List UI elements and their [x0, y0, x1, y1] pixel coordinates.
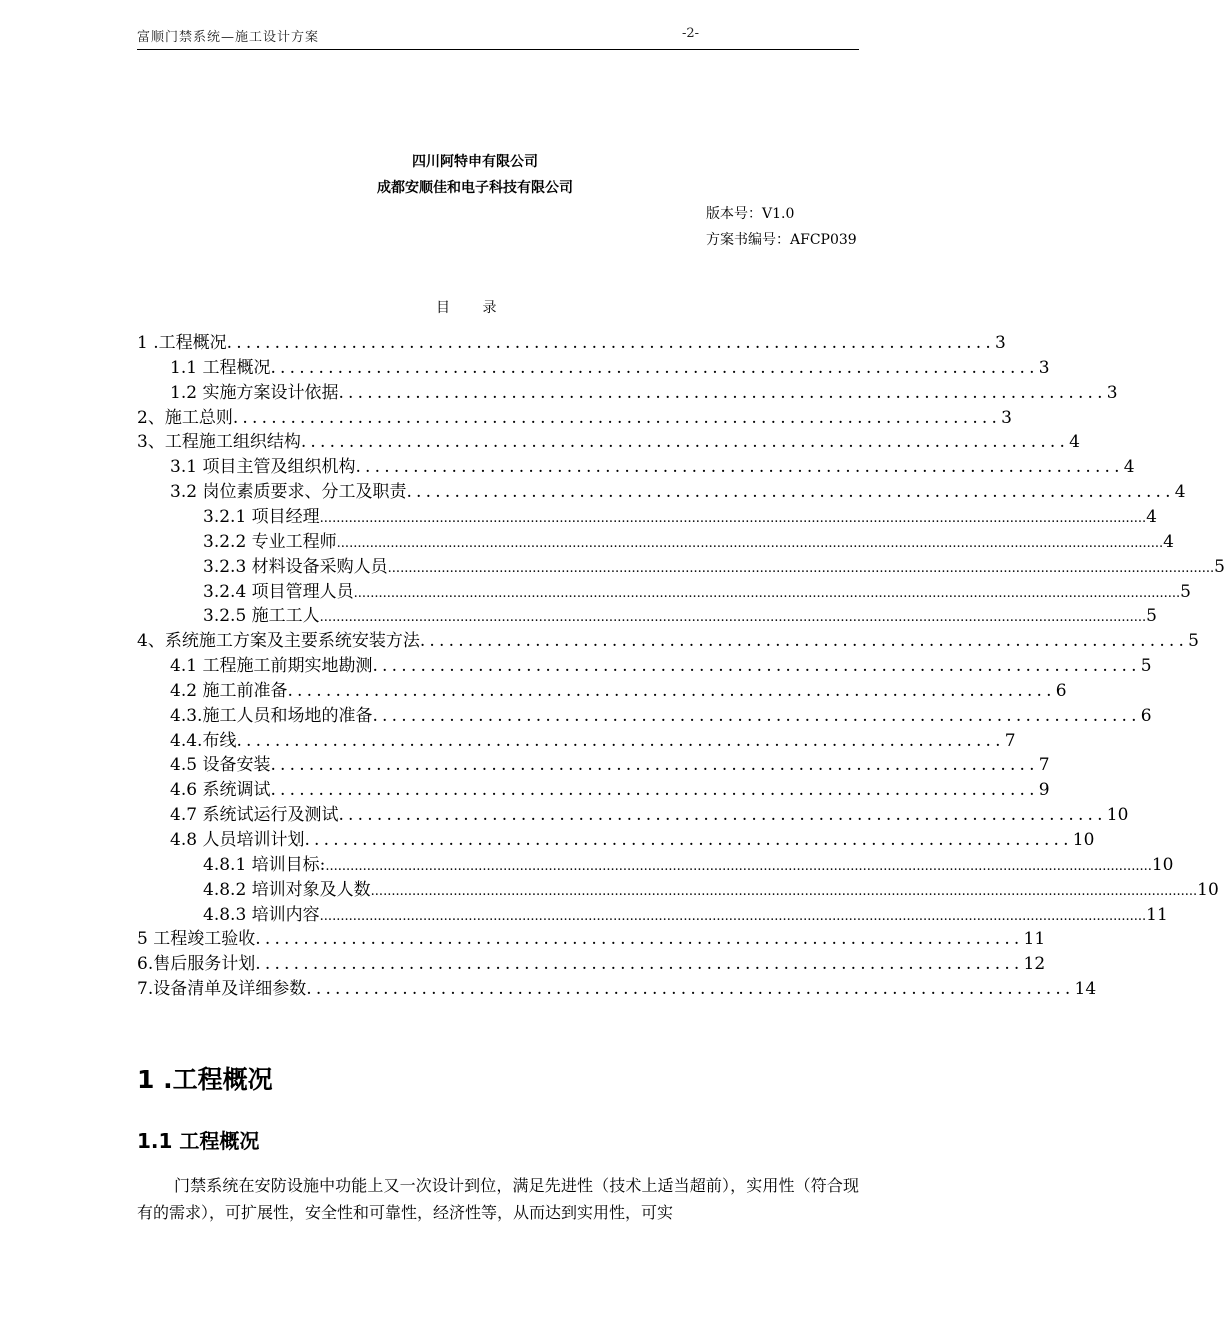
- toc-leader-dots: ........................................................................................................................................................................................................: [319, 908, 1147, 924]
- toc-entry-label: 4.8.2 培训对象及人数: [203, 879, 371, 900]
- toc-entry-label: 3.2.5 施工工人: [203, 606, 320, 627]
- toc-entry[interactable]: [137, 626, 1199, 652]
- toc-entry-page: 3: [1038, 357, 1050, 378]
- toc-entry-page: 4: [1146, 506, 1157, 527]
- toc-entry[interactable]: [137, 974, 1097, 1000]
- toc-entry-label: 1 .工程概况: [137, 333, 227, 353]
- toc-entry[interactable]: [137, 328, 1006, 353]
- toc-entry-label: 1.1 工程概况: [170, 357, 271, 378]
- toc-entry-label: 4.2 施工前准备: [170, 680, 288, 701]
- toc-entry-page: 10: [1151, 854, 1174, 875]
- toc-leader-dots: ........................................................................................................................................................................................................: [319, 610, 1147, 626]
- header-title: 富顺门禁系统—施工设计方案: [137, 30, 320, 45]
- toc-entry[interactable]: [170, 378, 1118, 403]
- toc-leader-dots: ................................................................................: [270, 780, 1039, 801]
- toc-entry-page: 3: [1001, 407, 1012, 428]
- toc-entry-page: 10: [1106, 805, 1129, 826]
- toc-entry-page: 4: [1123, 457, 1135, 478]
- toc-entry[interactable]: [170, 750, 1050, 776]
- toc-leader-dots: ................................................................................: [306, 979, 1075, 1000]
- toc-entry-page: 5: [1214, 556, 1225, 577]
- toc-entry-page: 5: [1146, 606, 1157, 627]
- toc-title: 目 录: [436, 300, 511, 316]
- toc-entry-label: 7.设备清单及详细参数: [137, 979, 307, 1000]
- toc-entry-page: 9: [1038, 780, 1050, 801]
- toc-entry[interactable]: [137, 924, 1046, 950]
- toc-entry-label: 3.2 岗位素质要求、分工及职责: [170, 482, 407, 503]
- toc-entry-page: 5: [1140, 656, 1152, 677]
- toc-entry-page: 10: [1197, 879, 1219, 900]
- toc-entry[interactable]: [203, 875, 1219, 900]
- toc-entry[interactable]: [170, 726, 1016, 751]
- version-number: 版本号：V1.0: [706, 206, 795, 222]
- toc-entry-page: 11: [1146, 904, 1168, 925]
- company-name-1: 四川阿特申有限公司: [412, 154, 538, 170]
- toc-leader-dots: ................................................................................: [419, 631, 1189, 652]
- toc-entry[interactable]: [170, 825, 1095, 850]
- toc-leader-dots: ................................................................................: [372, 705, 1141, 726]
- toc-leader-dots: ................................................................................: [255, 929, 1024, 950]
- toc-entry[interactable]: [170, 651, 1152, 677]
- toc-entry-page: 6: [1055, 680, 1067, 701]
- toc-entry-page: 11: [1023, 929, 1046, 950]
- toc-entry[interactable]: [170, 452, 1135, 478]
- toc-entry[interactable]: [170, 477, 1186, 503]
- toc-leader-dots: ................................................................................: [270, 755, 1039, 776]
- toc-entry-label: 4、系统施工方案及主要系统安装方法: [137, 631, 420, 652]
- section-heading: 1 .工程概况: [137, 1065, 273, 1094]
- toc-leader-dots: ................................................................................: [338, 805, 1107, 826]
- toc-entry-page: 3: [994, 333, 1006, 353]
- toc-entry-label: 3.2.1 项目经理: [203, 506, 320, 527]
- toc-leader-dots: ........................................................................................................................................................................................................: [370, 883, 1198, 899]
- toc-entry[interactable]: [170, 701, 1152, 726]
- toc-entry-label: 6.售后服务计划: [137, 954, 256, 975]
- toc-entry[interactable]: [203, 527, 1174, 552]
- toc-leader-dots: ................................................................................: [236, 730, 1005, 751]
- toc-leader-dots: ........................................................................................................................................................................................................: [353, 585, 1181, 601]
- toc-entry-page: 10: [1072, 830, 1095, 850]
- toc-entry-page: 12: [1023, 954, 1046, 975]
- toc-entry-label: 3.1 项目主管及组织机构: [170, 457, 356, 478]
- toc-entry-label: 3.2.4 项目管理人员: [203, 581, 354, 602]
- toc-entry[interactable]: [137, 403, 1012, 428]
- toc-entry[interactable]: [203, 900, 1168, 925]
- toc-entry[interactable]: [203, 577, 1191, 602]
- toc-leader-dots: ................................................................................: [255, 954, 1024, 975]
- toc-entry-page: 4: [1069, 432, 1080, 453]
- header-divider: [137, 49, 859, 50]
- toc-leader-dots: ................................................................................: [338, 382, 1107, 403]
- toc-leader-dots: ................................................................................: [355, 457, 1124, 478]
- toc-entry-label: 4.6 系统调试: [170, 780, 271, 801]
- page-header: [137, 26, 859, 48]
- toc-entry[interactable]: [170, 800, 1129, 826]
- toc-leader-dots: ................................................................................: [232, 407, 1002, 428]
- toc-leader-dots: ........................................................................................................................................................................................................: [325, 858, 1152, 874]
- company-name-2: 成都安顺佳和电子科技有限公司: [377, 180, 573, 196]
- toc-entry-label: 4.1 工程施工前期实地勘测: [170, 656, 373, 677]
- toc-leader-dots: ........................................................................................................................................................................................................: [319, 510, 1147, 526]
- subsection-heading-text: 1.1 工程概况: [137, 1129, 260, 1153]
- toc-entry[interactable]: [170, 676, 1067, 701]
- toc-entry-label: 3、工程施工组织结构: [137, 432, 301, 453]
- toc-entry[interactable]: [137, 427, 1080, 453]
- toc-entry-label: 4.3.施工人员和场地的准备: [170, 705, 373, 726]
- toc-leader-dots: ................................................................................: [287, 680, 1056, 701]
- toc-leader-dots: ................................................................................: [300, 432, 1070, 453]
- toc-entry[interactable]: [203, 850, 1174, 875]
- toc-entry-label: 5 工程竣工验收: [137, 929, 256, 950]
- toc-entry-page: 5: [1188, 631, 1199, 652]
- toc-entry-page: 7: [1038, 755, 1050, 776]
- document-number: 方案书编号：AFCP039: [706, 232, 857, 248]
- toc-entry-label: 4.8 人员培训计划: [170, 830, 305, 850]
- toc-entry[interactable]: [170, 353, 1050, 378]
- toc-entry[interactable]: [170, 775, 1050, 801]
- header-page-number: -2-: [682, 26, 700, 41]
- toc-leader-dots: ........................................................................................................................................................................................................: [336, 535, 1164, 551]
- toc-leader-dots: ................................................................................: [304, 830, 1073, 850]
- toc-leader-dots: ................................................................................: [406, 482, 1175, 503]
- toc-entry-page: 7: [1004, 730, 1016, 751]
- toc-entry-page: 4: [1174, 482, 1186, 503]
- toc-entry-label: 3.2.2 专业工程师: [203, 531, 337, 552]
- toc-entry-page: 5: [1180, 581, 1191, 602]
- toc-entry[interactable]: [203, 502, 1157, 527]
- toc-entry-label: 4.8.1 培训目标:: [203, 854, 326, 875]
- toc-leader-dots: ................................................................................: [226, 333, 995, 353]
- toc-leader-dots: ........................................................................................................................................................................................................: [387, 560, 1215, 576]
- toc-entry[interactable]: [137, 949, 1046, 975]
- toc-entry-page: 3: [1106, 382, 1118, 403]
- subsection-heading: [137, 1125, 259, 1154]
- toc-entry-label: 4.8.3 培训内容: [203, 904, 320, 925]
- toc-entry-label: 3.2.3 材料设备采购人员: [203, 556, 388, 577]
- toc-entry-label: 1.2 实施方案设计依据: [170, 382, 339, 403]
- toc-entry-label: 4.5 设备安装: [170, 755, 271, 776]
- body-paragraph: 门禁系统在安防设施中功能上又一次设计到位，满足先进性（技术上适当超前），实用性（符合现有的需求），可扩展性，安全性和可靠性，经济性等，从而达到实用性，可实: [137, 1176, 859, 1222]
- toc-entry-page: 14: [1074, 979, 1097, 1000]
- toc-entry-label: 4.7 系统试运行及测试: [170, 805, 339, 826]
- toc-entry-page: 6: [1140, 705, 1152, 726]
- toc-entry[interactable]: [203, 552, 1225, 577]
- toc-leader-dots: ................................................................................: [270, 357, 1039, 378]
- toc-entry-label: 2、施工总则: [137, 407, 233, 428]
- toc-entry[interactable]: [203, 601, 1157, 627]
- toc-leader-dots: ................................................................................: [372, 656, 1141, 677]
- toc-entry-label: 4.4.布线: [170, 730, 237, 751]
- toc-entry-page: 4: [1163, 531, 1174, 552]
